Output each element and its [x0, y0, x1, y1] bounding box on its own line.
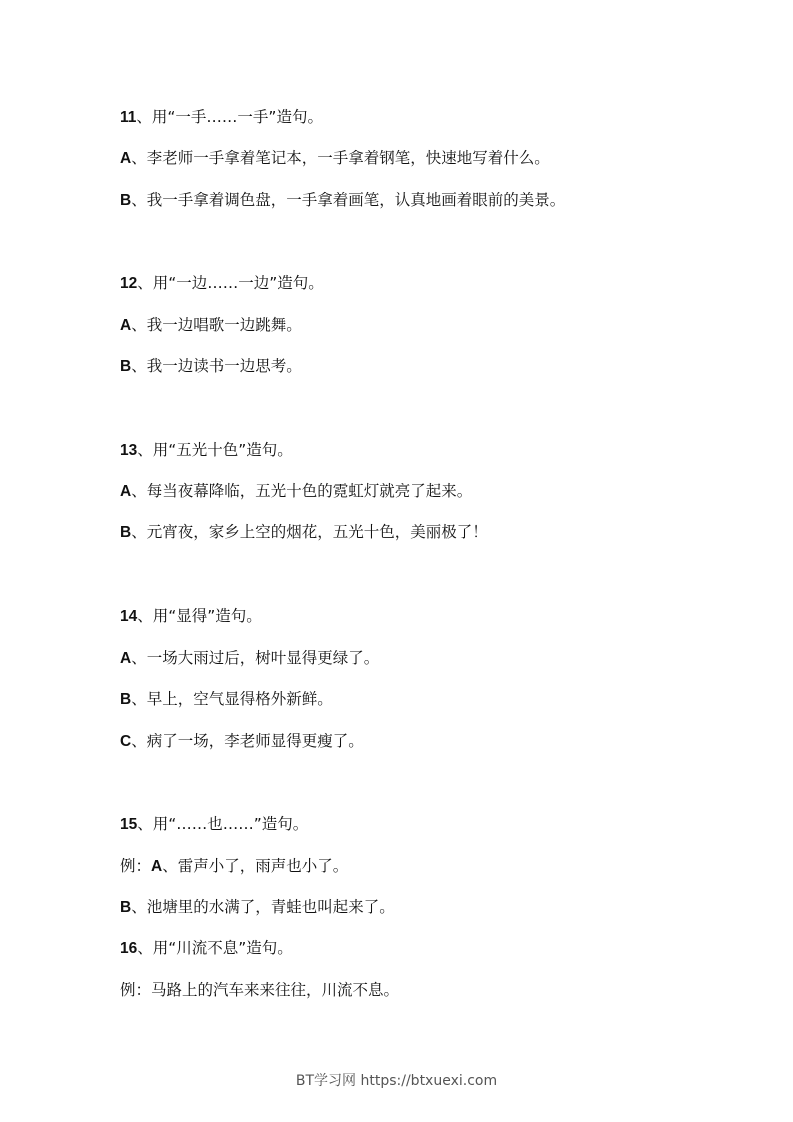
answer-text: 、我一边读书一边思考。	[131, 357, 302, 375]
footer-watermark: BT学习网 https://btxuexi.com	[295, 1073, 498, 1089]
answer-text: 、早上，空气显得格外新鲜。	[131, 690, 333, 708]
answer-label: B	[120, 899, 132, 916]
answer-label: A	[151, 858, 163, 875]
answer-label: B	[120, 358, 132, 375]
question-number: 13	[120, 442, 138, 459]
question-prompt: 、用“一手……一手”造句。	[136, 108, 323, 126]
answer-14-a	[120, 648, 379, 669]
answer-12-a	[120, 315, 302, 336]
answer-12-b	[120, 356, 302, 377]
answer-text: 、一场大雨过后，树叶显得更绿了。	[131, 649, 380, 667]
answer-text: 、李老师一手拿着笔记本，一手拿着钢笔，快速地写着什么。	[131, 149, 550, 167]
answer-11-b	[120, 190, 565, 211]
question-number: 16	[120, 940, 138, 957]
question-14	[120, 606, 262, 627]
question-12	[120, 273, 324, 294]
answer-14-b	[120, 689, 333, 710]
question-prompt: 、用“……也……”造句。	[137, 815, 309, 833]
question-16	[120, 938, 293, 959]
answer-label: A	[120, 150, 132, 167]
question-number: 14	[120, 608, 138, 625]
question-11	[120, 107, 323, 128]
example-prefix: 例：	[120, 857, 152, 875]
question-prompt: 、用“一边……一边”造句。	[137, 274, 324, 292]
answer-label: C	[120, 733, 132, 750]
answer-text: 、元宵夜，家乡上空的烟花，五光十色，美丽极了！	[131, 523, 488, 541]
answer-label: B	[120, 192, 132, 209]
answer-15-a	[120, 856, 348, 877]
answer-text: 、每当夜幕降临，五光十色的霓虹灯就亮了起来。	[131, 482, 473, 500]
question-number: 15	[120, 816, 138, 833]
answer-13-a	[120, 481, 472, 502]
answer-text: 、雷声小了，雨声也小了。	[162, 857, 349, 875]
answer-15-b	[120, 897, 395, 918]
answer-label: A	[120, 483, 132, 500]
answer-text: 、池塘里的水满了，青蛙也叫起来了。	[131, 898, 395, 916]
answer-text: 、我一手拿着调色盘，一手拿着画笔，认真地画着眼前的美景。	[131, 191, 566, 209]
answer-label: A	[120, 650, 132, 667]
answer-11-a	[120, 148, 550, 169]
answer-14-c	[120, 731, 364, 752]
question-13	[120, 440, 293, 461]
answer-text: 、我一边唱歌一边跳舞。	[131, 316, 302, 334]
example-prefix: 例：	[120, 981, 152, 999]
answer-label: A	[120, 317, 132, 334]
answer-text: 马路上的汽车来来往往，川流不息。	[151, 981, 400, 999]
question-prompt: 、用“五光十色”造句。	[137, 441, 293, 459]
answer-text: 、病了一场，李老师显得更瘦了。	[131, 732, 364, 750]
question-number: 11	[120, 109, 137, 126]
question-prompt: 、用“川流不息”造句。	[137, 939, 293, 957]
answer-16-example	[120, 980, 399, 1000]
question-15	[120, 814, 308, 835]
answer-label: B	[120, 524, 132, 541]
answer-label: B	[120, 691, 132, 708]
question-prompt: 、用“显得”造句。	[137, 607, 262, 625]
question-number: 12	[120, 275, 138, 292]
answer-13-b	[120, 522, 488, 543]
